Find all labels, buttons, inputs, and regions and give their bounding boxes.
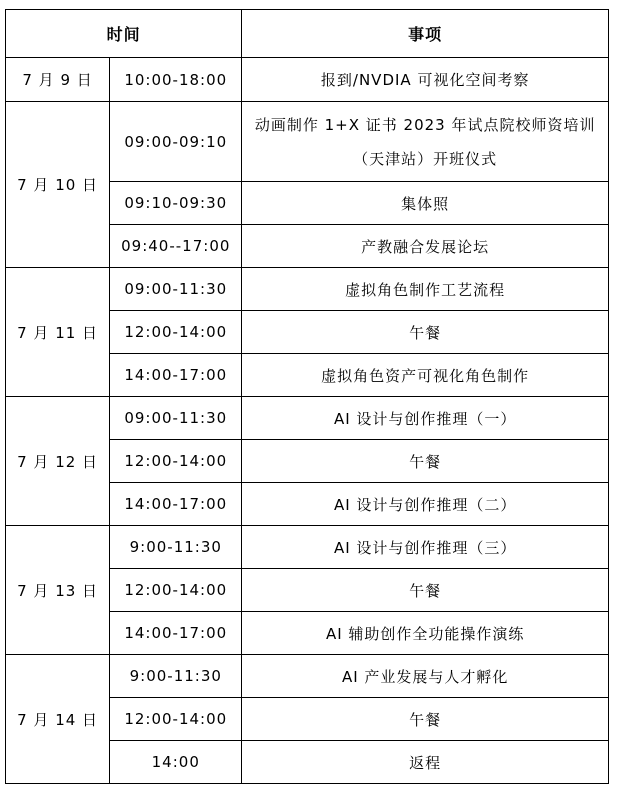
item-cell: AI 产业发展与人才孵化: [242, 655, 609, 698]
item-cell: 虚拟角色制作工艺流程: [242, 268, 609, 311]
time-cell: 09:00-09:10: [110, 102, 242, 182]
item-cell: 返程: [242, 741, 609, 784]
time-cell: 14:00: [110, 741, 242, 784]
time-cell: 10:00-18:00: [110, 58, 242, 102]
table-row: [6, 655, 609, 698]
time-cell: 9:00-11:30: [110, 655, 242, 698]
time-cell: 09:00-11:30: [110, 397, 242, 440]
table-row: [6, 58, 609, 102]
time-cell: 14:00-17:00: [110, 483, 242, 526]
item-cell: 报到/NVDIA 可视化空间考察: [242, 58, 609, 102]
date-cell: 7 月 12 日: [6, 397, 110, 526]
time-cell: 14:00-17:00: [110, 354, 242, 397]
date-cell: 7 月 13 日: [6, 526, 110, 655]
header-item: 事项: [242, 10, 609, 58]
date-cell: 7 月 14 日: [6, 655, 110, 784]
item-cell: 虚拟角色资产可视化角色制作: [242, 354, 609, 397]
schedule-table: [5, 9, 609, 784]
item-cell: 午餐: [242, 311, 609, 354]
item-cell: AI 设计与创作推理（二）: [242, 483, 609, 526]
time-cell: 09:40--17:00: [110, 225, 242, 268]
time-cell: 12:00-14:00: [110, 698, 242, 741]
table-row: [6, 526, 609, 569]
item-cell: AI 设计与创作推理（一）: [242, 397, 609, 440]
item-cell: 动画制作 1+X 证书 2023 年试点院校师资培训（天津站）开班仪式: [242, 102, 609, 182]
table-row: [6, 397, 609, 440]
item-cell: 集体照: [242, 182, 609, 225]
time-cell: 9:00-11:30: [110, 526, 242, 569]
table-row: [6, 268, 609, 311]
time-cell: 09:00-11:30: [110, 268, 242, 311]
date-cell: 7 月 10 日: [6, 102, 110, 268]
header-time: 时间: [6, 10, 242, 58]
date-cell: 7 月 11 日: [6, 268, 110, 397]
time-cell: 12:00-14:00: [110, 311, 242, 354]
item-cell: AI 设计与创作推理（三）: [242, 526, 609, 569]
item-cell: 午餐: [242, 569, 609, 612]
time-cell: 12:00-14:00: [110, 440, 242, 483]
time-cell: 14:00-17:00: [110, 612, 242, 655]
date-cell: 7 月 9 日: [6, 58, 110, 102]
time-cell: 09:10-09:30: [110, 182, 242, 225]
item-cell: 午餐: [242, 698, 609, 741]
time-cell: 12:00-14:00: [110, 569, 242, 612]
item-cell: 午餐: [242, 440, 609, 483]
table-row: [6, 102, 609, 182]
item-cell: AI 辅助创作全功能操作演练: [242, 612, 609, 655]
item-cell: 产教融合发展论坛: [242, 225, 609, 268]
header-row: [6, 10, 609, 58]
